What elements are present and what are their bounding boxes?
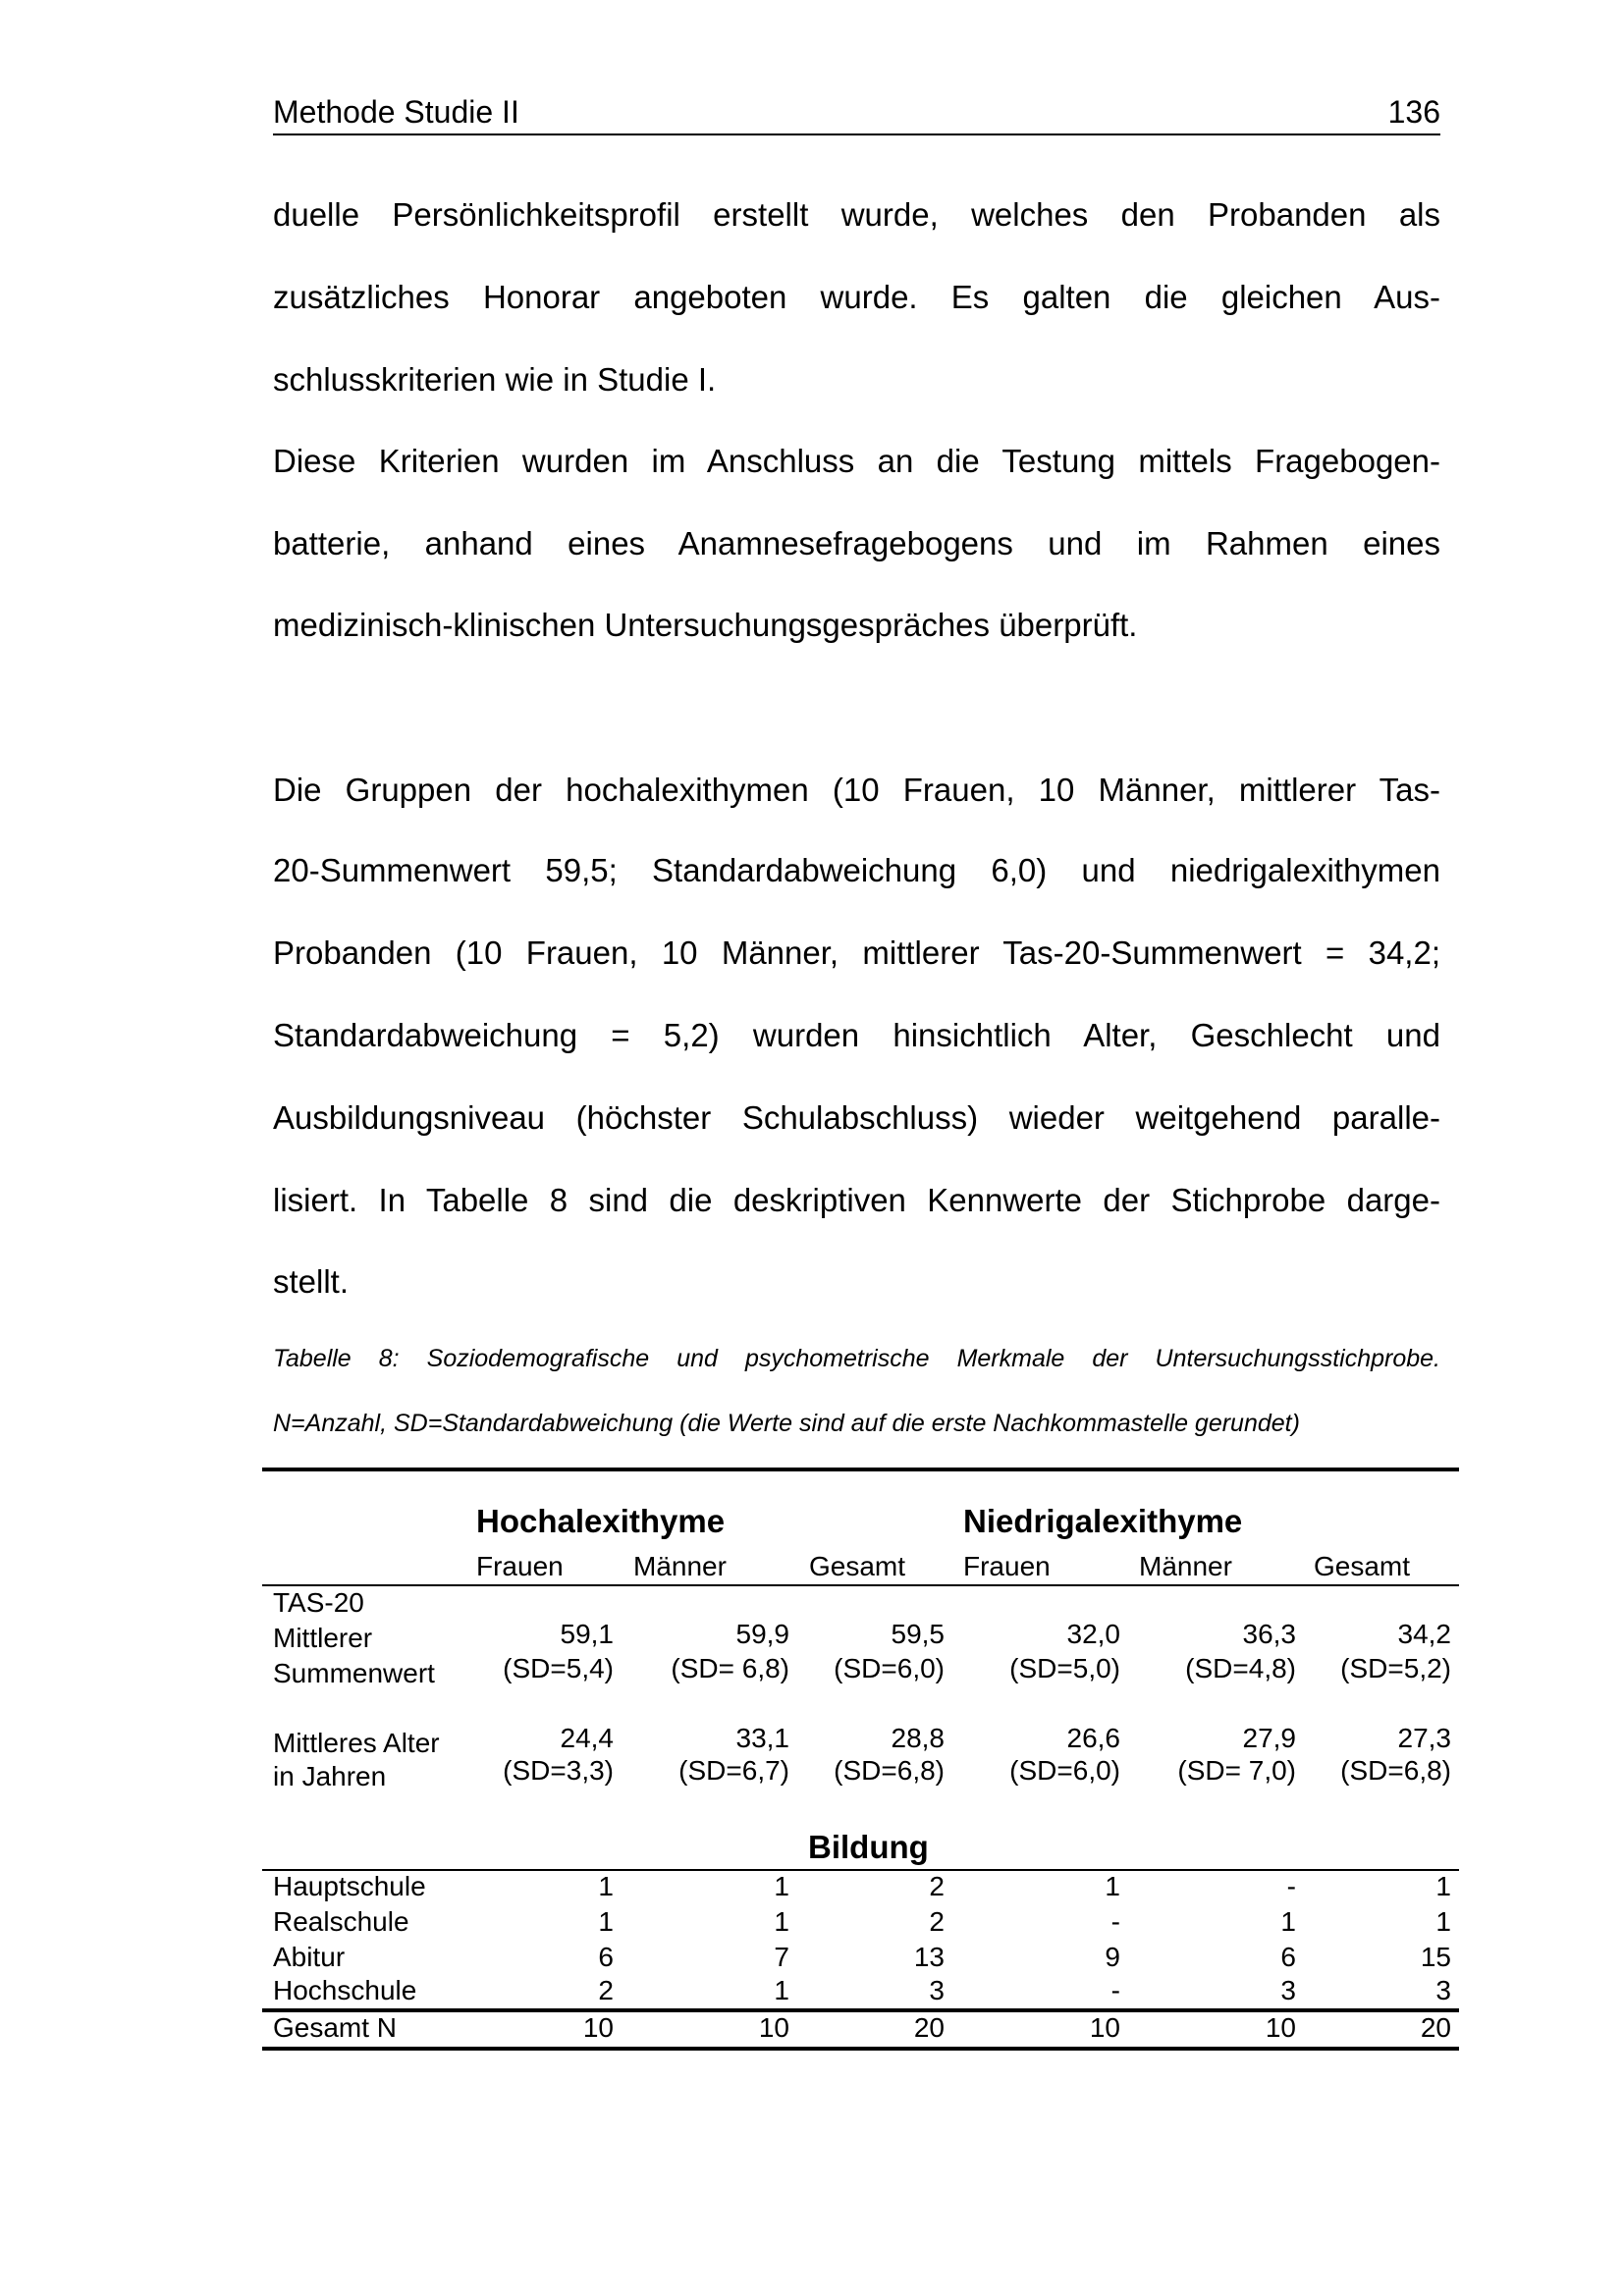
table-caption-line: Tabelle 8: Soziodemografische und psychometrische Merkmale der Untersuchungsstichprobe.	[273, 1345, 1440, 1372]
table-cell: 10	[1265, 2012, 1296, 2043]
table-cell: 10	[582, 2012, 614, 2043]
table-rule	[262, 1584, 1459, 1586]
row-label: Hauptschule	[273, 1871, 426, 1901]
table-cell: 27,9	[1242, 1723, 1296, 1753]
header-title: Methode Studie II	[273, 94, 519, 130]
column-header: Männer	[1139, 1551, 1232, 1581]
table-cell: (SD=6,0)	[834, 1653, 945, 1683]
table-cell: 15	[1420, 1942, 1451, 1972]
table-cell: (SD=4,8)	[1185, 1653, 1296, 1683]
row-label: Realschule	[273, 1906, 409, 1937]
column-header: Gesamt	[809, 1551, 906, 1581]
table-cell: 10	[758, 2012, 789, 2043]
paragraph-1-line: zusätzliches Honorar angeboten wurde. Es galten die gleichen Aus-	[273, 279, 1440, 315]
table-cell: 3	[1280, 1975, 1296, 2005]
table-cell: 1	[1105, 1871, 1120, 1901]
table-cell: 27,3	[1397, 1723, 1451, 1753]
table-cell: 20	[913, 2012, 945, 2043]
table-cell: 10	[1089, 2012, 1120, 2043]
table-cell: (SD=6,8)	[1340, 1755, 1451, 1786]
table-caption-line: N=Anzahl, SD=Standardabweichung (die Werte sind auf die erste Nachkommastelle gerundet)	[273, 1410, 1300, 1437]
paragraph-2-line: Diese Kriterien wurden im Anschluss an die Testung mittels Fragebogen-	[273, 443, 1440, 479]
paragraph-2-line: medizinisch-klinischen Untersuchungsgespräches überprüft.	[273, 607, 1138, 643]
table-cell: (SD=5,0)	[1009, 1653, 1120, 1683]
row-label: Abitur	[273, 1942, 346, 1972]
table-cell: 32,0	[1066, 1619, 1120, 1649]
table-cell: 1	[598, 1906, 614, 1937]
table-cell: 13	[913, 1942, 945, 1972]
table-cell: (SD=5,2)	[1340, 1653, 1451, 1683]
table-cell: 36,3	[1242, 1619, 1296, 1649]
group-header: Hochalexithyme	[476, 1503, 726, 1539]
table-cell: (SD=5,4)	[503, 1653, 614, 1683]
column-header: Frauen	[963, 1551, 1051, 1581]
paragraph-1-line: schlusskriterien wie in Studie I.	[273, 361, 717, 398]
column-header: Männer	[633, 1551, 727, 1581]
table-cell: (SD= 7,0)	[1177, 1755, 1296, 1786]
education-header: Bildung	[808, 1829, 929, 1865]
table-cell: 1	[598, 1871, 614, 1901]
table-cell: 20	[1420, 2012, 1451, 2043]
row-label: Summenwert	[273, 1658, 435, 1688]
table-cell: 59,5	[891, 1619, 945, 1649]
paragraph-3-line: Standardabweichung = 5,2) wurden hinsichtlich Alter, Geschlecht und	[273, 1017, 1440, 1053]
paragraph-2-line: batterie, anhand eines Anamnesefragebogens und im Rahmen eines	[273, 525, 1440, 561]
table-cell: 2	[929, 1906, 945, 1937]
table-cell: 1	[774, 1871, 789, 1901]
table-cell: (SD=6,7)	[678, 1755, 789, 1786]
table-cell: -	[1110, 1906, 1120, 1937]
table-cell: 1	[774, 1906, 789, 1937]
table-cell: 1	[1435, 1871, 1451, 1901]
table-cell: (SD=6,0)	[1009, 1755, 1120, 1786]
table-cell: 6	[1280, 1942, 1296, 1972]
row-label: Mittlerer	[273, 1623, 373, 1653]
table-rule	[262, 2047, 1459, 2051]
running-header	[273, 94, 1440, 135]
table-cell: 59,1	[560, 1619, 614, 1649]
row-label: in Jahren	[273, 1761, 387, 1791]
table-cell: 2	[929, 1871, 945, 1901]
table-rule	[262, 1468, 1459, 1471]
table-cell: 34,2	[1397, 1619, 1451, 1649]
table-cell: 6	[598, 1942, 614, 1972]
column-header: Frauen	[476, 1551, 564, 1581]
table-cell: 24,4	[560, 1723, 614, 1753]
paragraph-3-line: Probanden (10 Frauen, 10 Männer, mittlerer Tas-20-Summenwert = 34,2;	[273, 934, 1440, 971]
column-header: Gesamt	[1314, 1551, 1411, 1581]
table-cell: 1	[774, 1975, 789, 2005]
paragraph-3-line: stellt.	[273, 1263, 350, 1300]
row-label: Mittleres Alter	[273, 1728, 440, 1758]
table-cell: 3	[1435, 1975, 1451, 2005]
row-label: Gesamt N	[273, 2012, 398, 2043]
row-label: TAS-20	[273, 1587, 364, 1618]
table-cell: 33,1	[735, 1723, 789, 1753]
table-cell: 1	[1280, 1906, 1296, 1937]
table-cell: 9	[1105, 1942, 1120, 1972]
table-cell: 28,8	[891, 1723, 945, 1753]
table-cell: (SD=3,3)	[503, 1755, 614, 1786]
paragraph-3-line: Die Gruppen der hochalexithymen (10 Frauen, 10 Männer, mittlerer Tas-	[273, 772, 1440, 808]
paragraph-1-line: duelle Persönlichkeitsprofil erstellt wurde, welches den Probanden als	[273, 196, 1440, 233]
table-cell: -	[1286, 1871, 1296, 1901]
paragraph-3-line: 20-Summenwert 59,5; Standardabweichung 6,0) und niedrigalexithymen	[273, 852, 1440, 888]
table-cell: (SD= 6,8)	[671, 1653, 789, 1683]
paragraph-3-line: Ausbildungsniveau (höchster Schulabschluss) wieder weitgehend paralle-	[273, 1099, 1440, 1136]
table-cell: 7	[774, 1942, 789, 1972]
page-number: 136	[1387, 94, 1440, 130]
table-cell: 1	[1435, 1906, 1451, 1937]
group-header: Niedrigalexithyme	[963, 1503, 1243, 1539]
table-cell: (SD=6,8)	[834, 1755, 945, 1786]
paragraph-3-line: lisiert. In Tabelle 8 sind die deskriptiven Kennwerte der Stichprobe darge-	[273, 1182, 1440, 1218]
table-cell: 2	[598, 1975, 614, 2005]
table-cell: 26,6	[1066, 1723, 1120, 1753]
table-cell: 3	[929, 1975, 945, 2005]
table-cell: 59,9	[735, 1619, 789, 1649]
row-label: Hochschule	[273, 1975, 417, 2005]
table-cell: -	[1110, 1975, 1120, 2005]
